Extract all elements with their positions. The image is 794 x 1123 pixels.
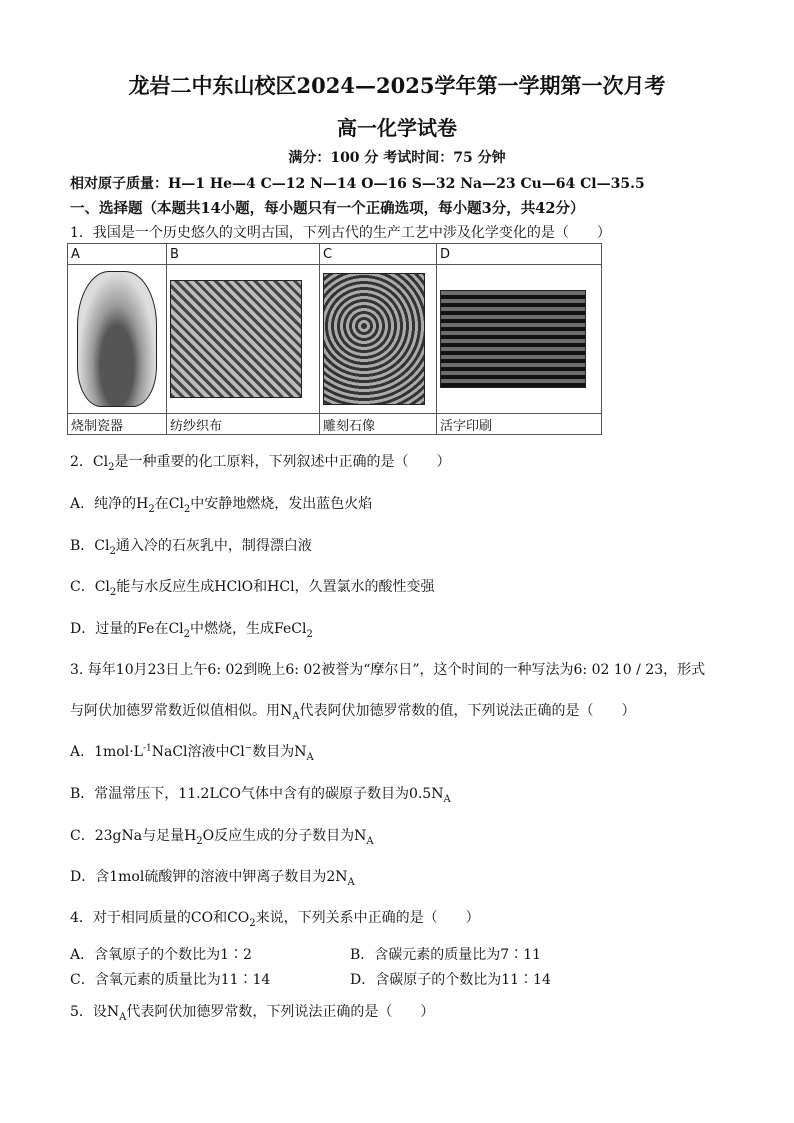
q1-option-b-caption: 纺纱织布 (167, 414, 320, 435)
q1-option-a-image-cell (68, 265, 167, 414)
q5-stem: 5．设$N_A$代表阿伏加德罗常数，下列说法正确的是（ ） (70, 1004, 435, 1023)
q2-stem: 2．$Cl_2$是一种重要的化工原料，下列叙述中正确的是（ ） (70, 454, 451, 473)
spinning-loom-image (170, 280, 302, 398)
q4-option-d: D．含碳原子的个数比为11∶14 (350, 972, 551, 988)
porcelain-vase-image (77, 271, 157, 407)
q1-option-b-image-cell (167, 265, 320, 414)
stone-statue-image (323, 273, 425, 405)
q3-stem-line1: 3. 每年10月23日上午6: 02到晚上6: 02被誉为“摩尔日”，这个时间的一种写法为6: 02 10 / 23，形式 (70, 662, 706, 678)
q3-stem-line2: 与阿伏加德罗常数近似值相似。用$N_A$代表阿伏加德罗常数的值，下列说法正确的是（ ） (70, 703, 636, 722)
exam-title: 龙岩二中东山校区2024—2025学年第一学期第一次月考 (128, 73, 666, 98)
q1-options-table (67, 243, 602, 435)
q2-option-c: C．$Cl_2$能与水反应生成HClO和HCl，久置氯水的酸性变强 (70, 579, 435, 598)
q4-option-b: B．含碳元素的质量比为7∶11 (350, 947, 542, 963)
q2-option-b: B．$Cl_2$通入冷的石灰乳中，制得漂白液 (70, 538, 312, 557)
q1-option-d-caption: 活字印刷 (437, 414, 602, 435)
q1-option-b-letter: B (167, 244, 320, 265)
q1-stem: 1．我国是一个历史悠久的文明古国，下列古代的生产工艺中涉及化学变化的是（ ） (70, 225, 611, 241)
q1-option-c-image-cell (320, 265, 437, 414)
q2-option-a: A．纯净的$H_2$在$Cl_2$中安静地燃烧，发出蓝色火焰 (70, 496, 373, 515)
q1-option-d-image-cell (437, 265, 602, 414)
q1-option-c-caption: 雕刻石像 (320, 414, 437, 435)
q4-option-a: A．含氧原子的个数比为1∶2 (70, 947, 252, 963)
section-heading: 一、选择题（本题共14小题，每小题只有一个正确选项，每小题3分，共42分） (70, 200, 585, 217)
q4-stem: 4．对于相同质量的CO和$CO_2$来说，下列关系中正确的是（ ） (70, 910, 480, 929)
q2-option-d: D．过量的Fe在$Cl_2$中燃烧，生成FeCl$_2$ (70, 621, 313, 640)
movable-type-image (440, 290, 586, 388)
exam-meta: 满分：100 分 考试时间：75 分钟 (288, 150, 506, 166)
q1-option-a-caption: 烧制瓷器 (68, 414, 167, 435)
q3-option-b: B．常温常压下，11.2LCO气体中含有的碳原子数目为$0.5N_A$ (70, 786, 451, 805)
q3-option-c: C．23gNa与足量$H_2O$反应生成的分子数目为$N_A$ (70, 828, 374, 847)
q4-option-c: C．含氧元素的质量比为11∶14 (70, 972, 271, 988)
q1-option-a-letter: A (68, 244, 167, 265)
q3-option-d: D．含1mol硫酸钾的溶液中钾离子数目为$2N_A$ (70, 869, 355, 888)
exam-subtitle: 高一化学试卷 (337, 116, 457, 140)
q1-option-d-letter: D (437, 244, 602, 265)
q1-option-c-letter: C (320, 244, 437, 265)
atomic-masses: 相对原子质量：H—1 He—4 C—12 N—14 O—16 S—32 Na—23 Cu—64 Cl—35.5 (70, 176, 645, 192)
q3-option-a: A．$1mol\cdot L^{-1}NaCl$溶液中Cl−数目为$N_A$ (70, 743, 314, 763)
